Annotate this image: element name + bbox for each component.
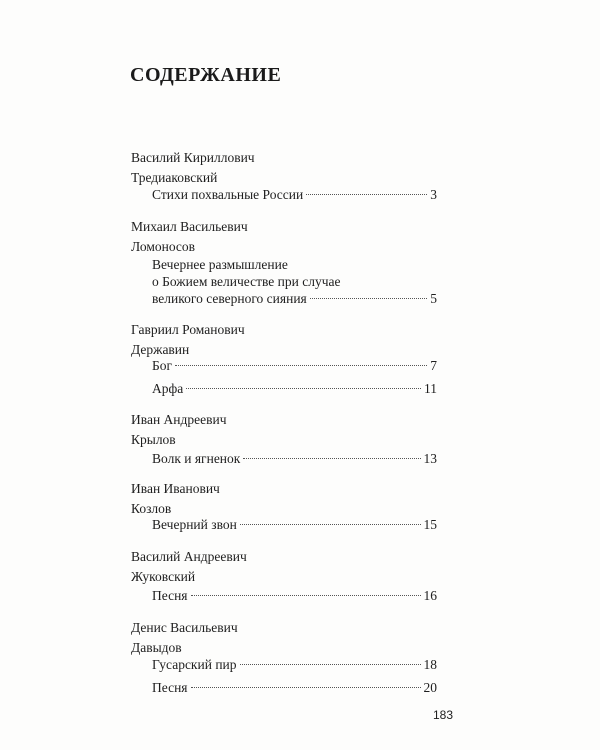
leader-dots bbox=[175, 365, 427, 366]
work-page-number: 20 bbox=[423, 680, 437, 695]
author-heading bbox=[131, 320, 245, 360]
author-first-name: Василий Андреевич bbox=[131, 549, 247, 564]
leader-dots bbox=[186, 388, 421, 389]
author-first-name: Иван Иванович bbox=[131, 481, 220, 496]
leader-dots bbox=[191, 687, 421, 688]
leader-dots bbox=[240, 524, 421, 525]
author-first-name: Михаил Васильевич bbox=[131, 219, 248, 234]
work-title: Гусарский пир bbox=[152, 657, 237, 672]
author-first-name: Иван Андреевич bbox=[131, 412, 227, 427]
leader-dots bbox=[240, 664, 421, 665]
work-title-line: Вечернее размышление bbox=[152, 257, 288, 272]
leader-dots bbox=[306, 194, 427, 195]
author-last-name: Жуковский bbox=[131, 569, 196, 584]
toc-entry[interactable] bbox=[152, 450, 437, 467]
toc-entry[interactable] bbox=[152, 380, 437, 397]
work-page-number: 18 bbox=[423, 657, 437, 672]
work-title: Стихи похвальные России bbox=[152, 187, 304, 202]
work-page-number: 13 bbox=[423, 451, 437, 466]
toc-entry[interactable] bbox=[152, 516, 437, 533]
author-last-name: Ломоносов bbox=[131, 239, 196, 254]
author-first-name: Василий Кириллович bbox=[131, 150, 255, 165]
author-heading bbox=[131, 547, 247, 587]
author-first-name: Гавриил Романович bbox=[131, 322, 245, 337]
work-page-number: 11 bbox=[424, 381, 437, 396]
author-first-name: Денис Васильевич bbox=[131, 620, 238, 635]
work-page-number: 15 bbox=[423, 517, 437, 532]
toc-entry[interactable] bbox=[152, 587, 437, 604]
work-title: Волк и ягненок bbox=[152, 451, 241, 466]
work-title: Песня bbox=[152, 680, 188, 695]
work-title-line: о Божием величестве при случае bbox=[152, 274, 341, 289]
toc-entry[interactable] bbox=[152, 357, 437, 374]
author-last-name: Козлов bbox=[131, 501, 172, 516]
toc-entry[interactable] bbox=[152, 186, 437, 203]
author-heading bbox=[131, 410, 227, 450]
work-page-number: 7 bbox=[430, 358, 437, 373]
toc-entry[interactable] bbox=[152, 256, 437, 307]
work-title: Арфа bbox=[152, 381, 184, 396]
leader-dots bbox=[310, 298, 427, 299]
work-title: Бог bbox=[152, 358, 173, 373]
leader-dots bbox=[243, 458, 420, 459]
work-title: великого северного сияния bbox=[152, 291, 307, 306]
author-heading bbox=[131, 217, 248, 257]
work-page-number: 5 bbox=[430, 291, 437, 306]
author-last-name: Давыдов bbox=[131, 640, 182, 655]
author-last-name: Тредиаковский bbox=[131, 170, 218, 185]
leader-dots bbox=[191, 595, 421, 596]
author-heading bbox=[131, 148, 255, 188]
toc-entry[interactable] bbox=[152, 679, 437, 696]
author-heading bbox=[131, 479, 220, 519]
author-last-name: Державин bbox=[131, 342, 190, 357]
work-title: Вечерний звон bbox=[152, 517, 237, 532]
author-last-name: Крылов bbox=[131, 432, 176, 447]
toc-entry[interactable] bbox=[152, 656, 437, 673]
work-title: Песня bbox=[152, 588, 188, 603]
page-number: 183 bbox=[433, 708, 454, 722]
toc-title: СОДЕРЖАНИЕ bbox=[130, 64, 282, 86]
author-heading bbox=[131, 618, 238, 658]
work-page-number: 3 bbox=[430, 187, 437, 202]
work-page-number: 16 bbox=[423, 588, 437, 603]
